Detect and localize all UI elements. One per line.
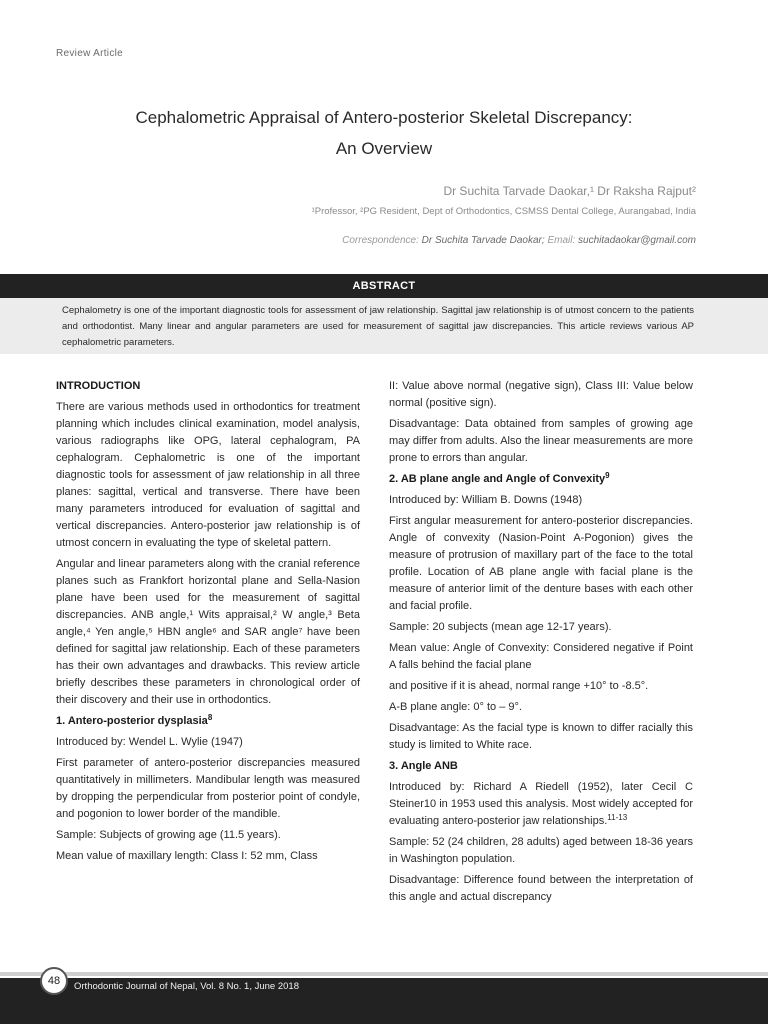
correspondence-label: Correspondence: xyxy=(342,235,419,246)
introduction-paragraph-2: Angular and linear parameters along with the cranial reference planes such as Frankfort horizontal plane and Sella-Nasion plane have been used for the measurement of sagittal discrepancies. ANB angle,¹ Wits appraisal,² W angle,³ Beta angle,⁴ Yen angle,⁵ HBN angle⁶ and SAR angle⁷ have been defined for sagittal jaw relationship. Each of these parameters has their own advantages and drawbacks. This review article briefly describes these parameters in chronological order of their discovery and their use in orthodontics. xyxy=(56,558,360,706)
email-address[interactable]: suchitadaokar@gmail.com xyxy=(578,235,696,246)
section-3-heading: 3. Angle ANB xyxy=(389,760,458,772)
section-2-disadvantage: Disadvantage: As the facial type is known to differ racially this study is limited to White race. xyxy=(389,722,693,751)
section-1-paragraph: First parameter of antero-posterior discrepancies measured quantitatively in millimeters. Mandibular length was measured by dropping the perpendicular from posterior point of condyle, and pogonion to lower border of the mandible. xyxy=(56,757,360,820)
section-3-ref: 11-13 xyxy=(607,813,628,822)
section-1-mean-value: Mean value of maxillary length: Class I: 52 mm, Class xyxy=(56,850,318,862)
introduction-heading: INTRODUCTION xyxy=(56,380,141,392)
section-2-ab-plane: A-B plane angle: 0° to – 9°. xyxy=(389,701,522,713)
abstract-text: Cephalometry is one of the important diagnostic tools for assessment of jaw relationship. Sagittal jaw relationship is of utmost concern to the patients and orthodontist. Many linear and angular parameters are used for measurement of sagittal jaw discrepancies. This article reviews various AP cephalometric parameters. xyxy=(62,305,694,348)
section-2-paragraph: First angular measurement for antero-posterior discrepancies. Angle of convexity (Nasion-Point A-Pogonion) gives the measure of protrusion of maxillary part of the face to the total profile. Location of AB plane angle with facial plane is the measure of anterior limit of the denture bases with each other and facial profile. xyxy=(389,515,693,612)
section-2-heading: 2. AB plane angle and Angle of Convexity$^9$ xyxy=(389,471,610,485)
section-3-disadvantage: Disadvantage: Difference found between the interpretation of this angle and actual discrepancy xyxy=(389,874,693,903)
footer-divider xyxy=(0,972,768,976)
abstract-heading-bar: ABSTRACT xyxy=(0,274,768,298)
section-1-disadvantage: Disadvantage: Data obtained from samples of growing age may differ from adults. Also the linear measurements are more prone to errors than angular. xyxy=(389,418,693,464)
section-2-mean-value-cont: and positive if it is ahead, normal range +10° to -8.5°. xyxy=(389,680,649,692)
section-2-ref: 9 xyxy=(605,471,610,480)
journal-citation: Orthodontic Journal of Nepal, Vol. 8 No. 1, June 2018 xyxy=(74,981,299,992)
author-affiliation: ¹Professor, ²PG Resident, Dept of Orthodontics, CSMSS Dental College, Aurangabad, India xyxy=(311,206,696,217)
section-3-introduced-by: Introduced by: Richard A Riedell (1952), later Cecil C Steiner10 in 1953 used this analysis. Most widely accepted for evaluating antero-posterior jaw relationships.$^{11-13}$ xyxy=(389,781,693,827)
article-type-label: Review Article xyxy=(56,48,123,59)
article-title-line-1: Cephalometric Appraisal of Antero-posterior Skeletal Discrepancy: xyxy=(135,108,633,127)
author-list: Dr Suchita Tarvade Daokar,¹ Dr Raksha Rajput² xyxy=(443,184,696,198)
section-3-sample: Sample: 52 (24 children, 28 adults) aged between 18-36 years in Washington population. xyxy=(389,836,693,865)
correspondence-line xyxy=(342,235,696,246)
page-number-badge: 48 xyxy=(40,967,68,995)
email-label: Email: xyxy=(547,235,576,246)
section-1-heading: 1. Antero-posterior dysplasia$^8$ xyxy=(56,713,213,727)
section-2-mean-value: Mean value: Angle of Convexity: Considered negative if Point A falls behind the facial plane xyxy=(389,642,693,671)
article-title-line-2: An Overview xyxy=(335,139,433,158)
section-2-introduced-by: Introduced by: William B. Downs (1948) xyxy=(389,494,583,506)
section-1-ref: 8 xyxy=(207,713,213,722)
left-column xyxy=(56,378,360,869)
section-1-sample: Sample: Subjects of growing age (11.5 years). xyxy=(56,829,281,841)
correspondence-name: Dr Suchita Tarvade Daokar; xyxy=(421,235,545,246)
section-2-sample: Sample: 20 subjects (mean age 12-17 years). xyxy=(389,621,612,633)
section-1-continuation: II: Value above normal (negative sign), Class III: Value below normal (positive sign). xyxy=(389,380,693,409)
introduction-paragraph-1: There are various methods used in orthodontics for treatment planning which includes clinical examination, model analysis, various radiographs like OPG, lateral cephalogram, PA cephalogram. Cephalometric is one of the important diagnostic tools for assessment of jaw relationship in all three planes: sagittal, vertical and transverse. There have been many parameters introduced for evaluation of sagittal and vertical discrepancies. Antero-posterior jaw relationship is of utmost concern in evaluating the type of skeletal pattern. xyxy=(56,401,360,549)
right-column xyxy=(389,378,693,910)
section-1-introduced-by: Introduced by: Wendel L. Wylie (1947) xyxy=(56,736,243,748)
